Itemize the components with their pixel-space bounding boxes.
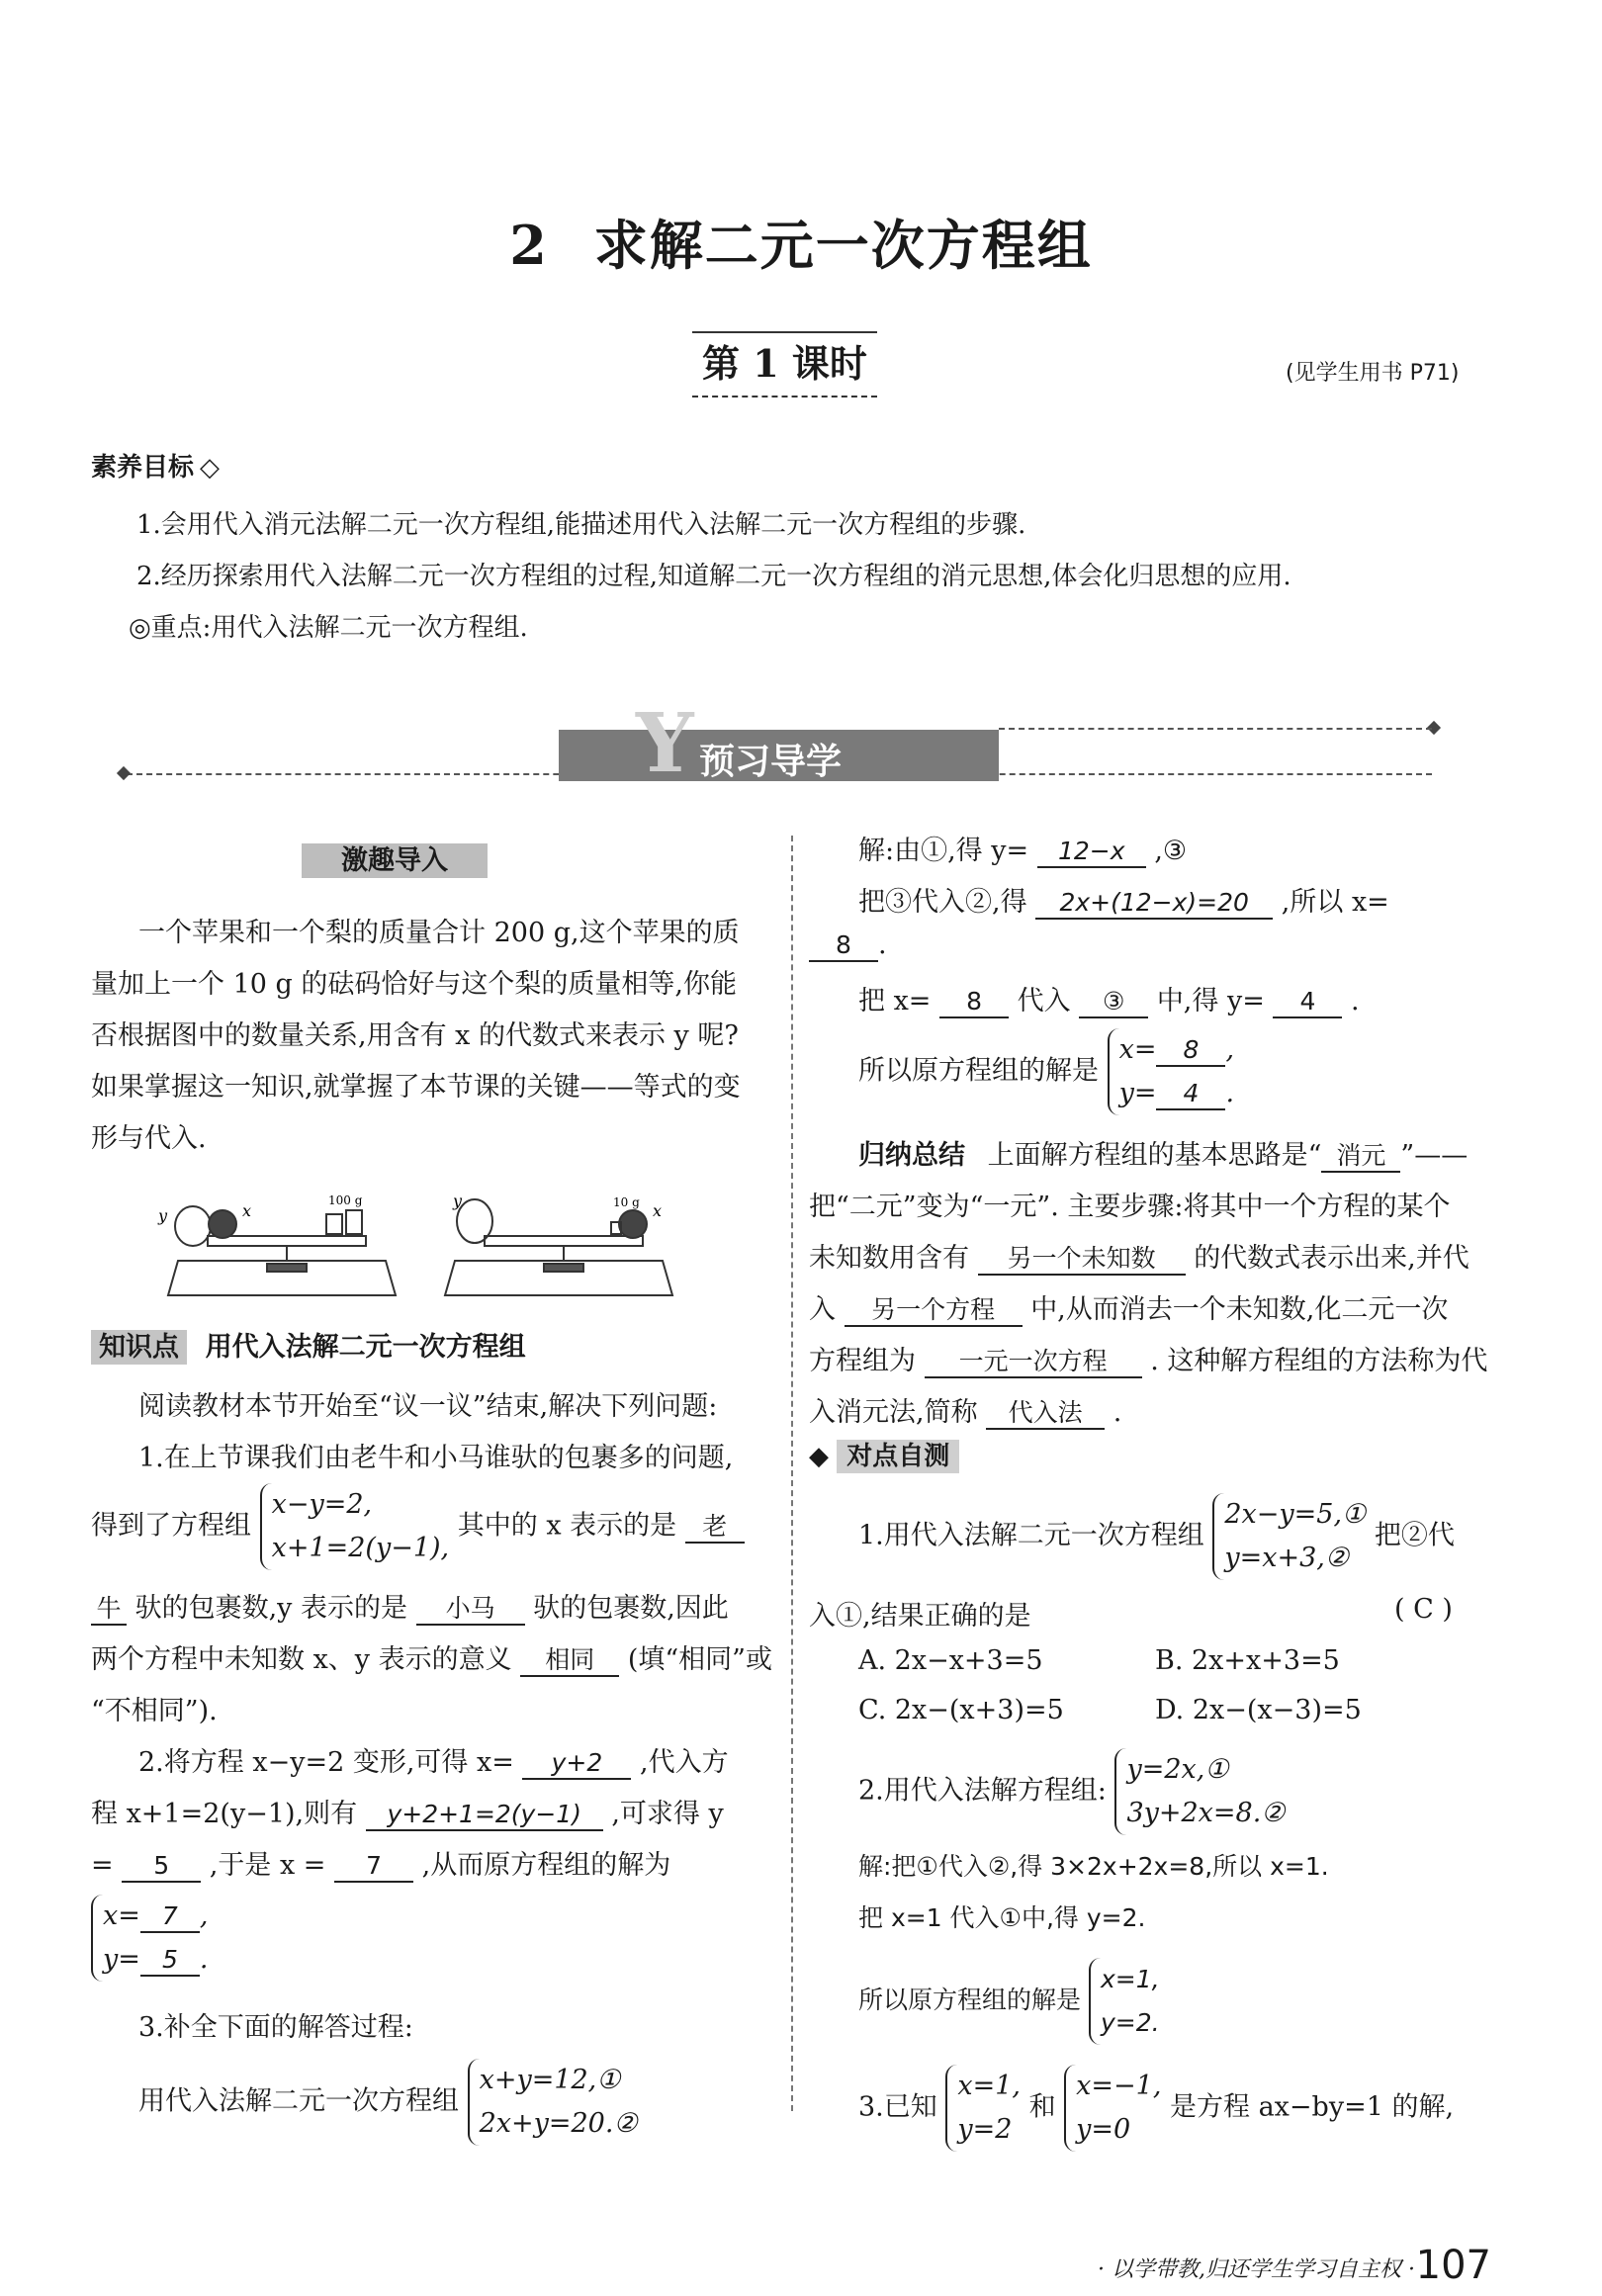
answer-blank: 7 (140, 1901, 200, 1933)
answer-blank: ③ (1079, 987, 1148, 1018)
scale-label-x: x (242, 1201, 252, 1220)
answer-blank: 2x+(12−x)=20 (1035, 888, 1273, 920)
answer-blank: 4 (1156, 1079, 1225, 1110)
answer-blank: 代入法 (986, 1398, 1105, 1430)
answer-blank: 5 (140, 1945, 200, 1977)
question-1-line: 两个方程中未知数 x、y 表示的意义 相同 (填“相同”或 (91, 1644, 772, 1675)
answer-blank: 一元一次方程 (925, 1347, 1142, 1378)
question-2-solution: x= 7 , y= 5 . (91, 1895, 208, 1982)
banner-letter: Y (636, 696, 694, 791)
summary-heading: 归纳总结 (858, 1140, 965, 1171)
preview-banner (559, 696, 999, 791)
answer-blank: 另一个未知数 (978, 1244, 1186, 1276)
solution-step-1: 解:由①,得 y= 12−x ,③ (858, 836, 1188, 866)
summary-line: 未知数用含有 另一个未知数 的代数式表示出来,并代 (809, 1243, 1469, 1274)
read-instruction: 阅读教材本节开始至“议一议”结束,解决下列问题: (138, 1391, 718, 1422)
goal-item-2: 2.经历探索用代入法解二元一次方程组的过程,知道解二元一次方程组的消元思想,体会化归思想的应用. (136, 562, 1291, 591)
goal-item-1: 1.会用代入消元法解二元一次方程组,能描述用代入法解二元一次方程组的步骤. (136, 510, 1026, 540)
answer-blank: 小马 (416, 1594, 525, 1626)
page-title (0, 204, 1602, 280)
intro-line: 量加上一个 10 g 的砝码恰好与这个梨的质量相等,你能 (91, 969, 737, 1000)
diamond-icon: ◇ (200, 453, 221, 483)
solution-result: 所以原方程组的解是 x= 8 , y= 4 . (858, 1028, 1234, 1115)
scale-label-x-2: x (653, 1201, 663, 1220)
column-separator (791, 836, 793, 2111)
test-question-1-line: 入①,结果正确的是 (809, 1601, 1031, 1632)
scale-weight-10g: 10 g (613, 1195, 640, 1209)
answer-blank: 8 (939, 987, 1009, 1018)
scale-label-y: y (158, 1206, 168, 1225)
question-1-system-line: 得到了方程组 x−y=2, x+1=2(y−1), 其中的 x 表示的是 老 (91, 1483, 745, 1570)
answer-blank: 老 (685, 1512, 745, 1544)
test-question-3: 3.已知 x=1, y=2 和 x=−1, y=0 是方程 ax−by=1 的解, (858, 2065, 1454, 2152)
option: C. 2x−(x+3)=5 (858, 1695, 1064, 1725)
answer-blank: 8 (1156, 1035, 1225, 1067)
solution-step-3: 8 . (809, 929, 887, 962)
summary-line: 入消元法,简称 代入法 . (809, 1397, 1122, 1428)
answer-blank: 4 (1273, 987, 1342, 1018)
answer-blank: 牛 (91, 1594, 127, 1626)
question-3-line: 3.补全下面的解答过程: (138, 2012, 413, 2043)
knowledge-tag: 知识点 (91, 1330, 187, 1365)
question-2-line: 2.将方程 x−y=2 变形,可得 x= y+2 ,代入方 (138, 1747, 729, 1778)
question-2-line: = 5 ,于是 x = 7 ,从而原方程组的解为 (91, 1850, 671, 1881)
banner-rule (999, 728, 1432, 730)
answer-blank: y+2 (522, 1748, 631, 1780)
handwritten-solution: 把 x=1 代入①中,得 y=2. (858, 1903, 1146, 1932)
knowledge-heading (91, 1325, 526, 1364)
option: A. 2x−x+3=5 (858, 1645, 1043, 1676)
section-number: 2 (509, 214, 549, 277)
solution-step-2: 把③代入②,得 2x+(12−x)=20 ,所以 x= (858, 887, 1389, 918)
equation-system: x+y=12,① 2x+y=20.② (468, 2059, 638, 2146)
equation-system: y=2x,① 3y+2x=8.② (1114, 1748, 1285, 1835)
handwritten-solution: 解:把①代入②,得 3×2x+2x=8,所以 x=1. (858, 1852, 1329, 1881)
section-title: 求解二元一次方程组 (593, 214, 1093, 277)
question-2-line: 程 x+1=2(y−1),则有 y+2+1=2(y−1) ,可求得 y (91, 1799, 724, 1829)
knowledge-title: 用代入法解二元一次方程组 (205, 1332, 526, 1363)
key-point: ◎重点:用代入法解二元一次方程组. (129, 613, 528, 643)
answer-blank: 相同 (520, 1645, 619, 1677)
question-1-line: 牛 驮的包裹数,y 表示的是 小马 驮的包裹数,因此 (91, 1586, 729, 1626)
intro-line: 否根据图中的数量关系,用含有 x 的代数式来表示 y 呢? (91, 1020, 739, 1051)
option: D. 2x−(x−3)=5 (1155, 1695, 1362, 1725)
lesson-label: 第 1 课时 (692, 331, 877, 397)
divider-dot-left (117, 766, 131, 780)
handwritten-solution: 所以原方程组的解是 x=1, y=2. (858, 1958, 1160, 2045)
answer-blank: 12−x (1037, 837, 1146, 868)
banner-label: 预习导学 (699, 742, 843, 782)
intro-line: 如果掌握这一知识,就掌握了本节课的关键——等式的变 (91, 1072, 741, 1103)
intro-line: 一个苹果和一个梨的质量合计 200 g,这个苹果的质 (138, 918, 740, 948)
intro-line: 形与代入. (91, 1123, 207, 1154)
equation-system: 2x−y=5,① y=x+3,② (1212, 1493, 1366, 1580)
self-test-tag: 对点自测 (837, 1440, 959, 1473)
summary-line: 入 另一个方程 中,从而消去一个未知数,化二元一次 (809, 1294, 1449, 1325)
summary-line: 方程组为 一元一次方程 . 这种解方程组的方法称为代 (809, 1346, 1488, 1376)
book-reference: (见学生用书 P71) (1286, 361, 1460, 386)
question-1-line: “不相同”). (91, 1696, 218, 1726)
answer-blank: 另一个方程 (845, 1295, 1023, 1327)
question-1-line: 1.在上节课我们由老牛和小马谁驮的包裹多的问题, (138, 1443, 734, 1473)
answer-blank: 5 (122, 1851, 201, 1883)
scale-weight-100g: 100 g (328, 1193, 363, 1207)
summary-line: 把“二元”变为“一元”. 主要步骤:将其中一个方程的某个 (809, 1192, 1451, 1222)
goals-heading: 素养目标 ◇ (91, 453, 221, 483)
test-question-1-answer: ( C ) (1394, 1594, 1453, 1625)
test-question-1: 1.用代入法解二元一次方程组 2x−y=5,① y=x+3,② 把②代 (858, 1493, 1455, 1580)
scale-label-y-2: y (453, 1192, 463, 1210)
summary-line: 归纳总结 上面解方程组的基本思路是“ 消元 ”—— (858, 1140, 1468, 1171)
answer-blank: 消元 (1321, 1141, 1400, 1173)
intro-tag: 激趣导入 (302, 843, 488, 878)
intro-paragraph (91, 908, 763, 1165)
diamond-bullet-icon: ◆ (809, 1442, 829, 1471)
equation-system: x−y=2, x+1=2(y−1), (260, 1483, 450, 1570)
answer-blank: 8 (809, 930, 878, 962)
self-test-heading (809, 1436, 959, 1472)
question-3-system-line: 用代入法解二元一次方程组 x+y=12,① 2x+y=20.② (138, 2059, 638, 2146)
solution-step-4: 把 x= 8 代入 ③ 中,得 y= 4 . (858, 986, 1360, 1016)
page-number: 107 (1415, 2243, 1491, 2288)
option: B. 2x+x+3=5 (1155, 1645, 1340, 1676)
test-question-2: 2.用代入法解方程组: y=2x,① 3y+2x=8.② (858, 1748, 1286, 1835)
footer-motto: · 以学带教,归还学生学习自主权 · (1098, 2257, 1415, 2282)
balance-scale-illustration (148, 1167, 742, 1305)
answer-blank: y+2+1=2(y−1) (366, 1800, 603, 1831)
answer-blank: 7 (334, 1851, 413, 1883)
